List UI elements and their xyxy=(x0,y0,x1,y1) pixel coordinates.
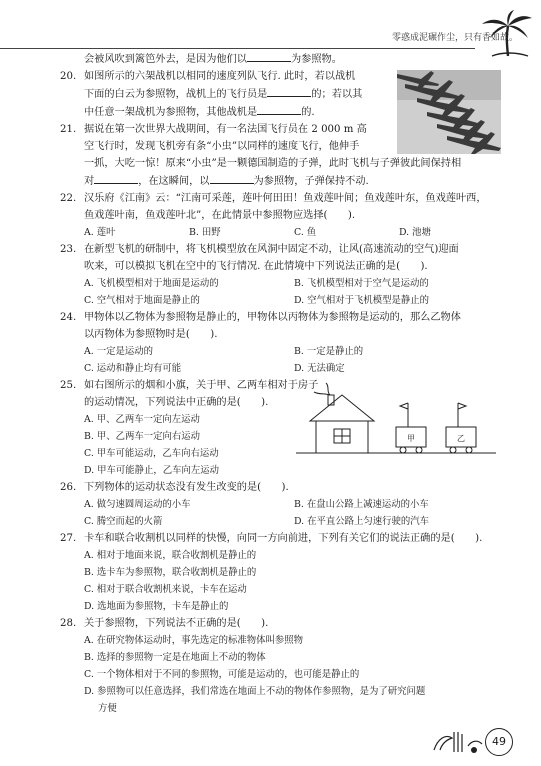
question-number: 28. xyxy=(60,618,77,629)
option-a[interactable]: A. 做匀速圆周运动的小车 xyxy=(84,499,191,510)
option-d[interactable]: D. 在平直公路上匀速行驶的汽车 xyxy=(294,516,430,527)
option-d-continuation: 方便 xyxy=(98,703,117,714)
q23-line2: 吹来，可以模拟飞机在空中的飞行情况. 在此情境中下列说法正确的是( ). xyxy=(84,261,428,272)
option-c[interactable]: C. 运动和静止均有可能 xyxy=(84,363,182,374)
question-21 xyxy=(60,121,500,190)
question-number: 26. xyxy=(60,482,77,493)
q20-line1: 如图所示的六架战机以相同的速度列队飞行. 此时，若以战机 xyxy=(84,71,356,82)
cart-jia-flag xyxy=(400,403,408,409)
house-roof xyxy=(310,395,374,421)
q22-line2: 鱼戏莲叶南，鱼戏莲叶北”，在此情景中参照物应选择( ). xyxy=(84,210,356,221)
option-d[interactable]: D. 选地面为参照物，卡车是静止的 xyxy=(84,601,229,612)
q24-line1: 甲物体以乙物体为参照物是静止的，甲物体以丙物体为参照物是运动的，那么乙物体 xyxy=(84,312,461,323)
cart-yi-flag xyxy=(458,403,466,409)
option-c[interactable]: C. 一个物体相对于不同的参照物，可能是运动的，也可能是静止的 xyxy=(84,669,360,680)
q20-line2b: 的；若以其 xyxy=(311,89,363,100)
option-a[interactable]: A. 飞机模型相对于地面是运动的 xyxy=(84,278,219,289)
question-number: 27. xyxy=(60,533,77,544)
q19-text-b: 为参照物。 xyxy=(291,54,342,65)
question-22 xyxy=(60,190,500,241)
question-28 xyxy=(60,615,500,717)
q20-line2a: 下面的白云为参照物，战机上的飞行员是 xyxy=(84,89,268,100)
page-header xyxy=(0,10,541,50)
question-number: 22. xyxy=(60,193,77,204)
option-c[interactable]: C. 相对于联合收割机来说，卡车在运动 xyxy=(84,584,247,595)
question-number: 20. xyxy=(60,71,77,82)
q22-line1: 汉乐府《江南》云：“江南可采莲，莲叶何田田！鱼戏莲叶间；鱼戏莲叶东，鱼戏莲叶西， xyxy=(84,193,487,204)
option-b[interactable]: B. 田野 xyxy=(189,227,221,238)
house-and-carts-figure xyxy=(296,381,496,461)
option-d[interactable]: D. 参照物可以任意选择，我们常选在地面上不动的物体作参照物，是为了研究问题 xyxy=(84,686,426,697)
q20-blank-2[interactable] xyxy=(257,103,301,115)
question-25 xyxy=(60,377,500,479)
q22-options xyxy=(84,224,500,241)
option-a[interactable]: A. 甲、乙两车一定向左运动 xyxy=(84,414,200,425)
decorative-ornament-icon xyxy=(432,728,484,756)
cart-yi-label: 乙 xyxy=(457,434,465,443)
question-number: 21. xyxy=(60,124,77,135)
option-c[interactable]: C. 空气相对于地面是静止的 xyxy=(84,295,200,306)
q21-line4c: 为参照物，子弹保持不动. xyxy=(253,176,369,187)
q21-line4b: ，在这瞬间，以 xyxy=(138,176,210,187)
option-c[interactable]: C. 鱼 xyxy=(294,227,317,238)
q20-line3a: 中任意一架战机为参照物，其他战机是 xyxy=(84,107,258,118)
option-d[interactable]: D. 无法确定 xyxy=(294,363,345,374)
q21-line2: 空飞行时，发现飞机旁有条“小虫”以同样的速度飞行，他伸手 xyxy=(84,141,360,152)
option-d[interactable]: D. 空气相对于飞机模型是静止的 xyxy=(294,295,430,306)
option-b[interactable]: B. 在盘山公路上减速运动的小车 xyxy=(294,499,429,510)
content xyxy=(60,50,500,717)
q23-line1: 在新型飞机的研制中，将飞机模型放在风洞中固定不动，让风(高速流动的空气)迎面 xyxy=(84,244,459,255)
q19-answer-blank[interactable] xyxy=(247,50,291,62)
option-a[interactable]: A. 莲叶 xyxy=(84,227,116,238)
q21-blank-2[interactable] xyxy=(210,172,254,184)
option-c[interactable]: C. 甲车可能运动，乙车向右运动 xyxy=(84,448,219,459)
q23-options xyxy=(84,275,500,309)
question-26 xyxy=(60,479,500,530)
question-27 xyxy=(60,530,500,615)
question-24 xyxy=(60,309,500,377)
question-20 xyxy=(60,68,500,121)
page-number: 49 xyxy=(485,728,513,756)
question-23 xyxy=(60,241,500,309)
q19-text-a: 会被风吹到篱笆外去，是因为他们以 xyxy=(84,54,247,65)
q28-line1: 关于参照物，下列说法不正确的是( ). xyxy=(84,618,269,629)
option-b[interactable]: B. 甲、乙两车一定向右运动 xyxy=(84,431,200,442)
q21-blank-1[interactable] xyxy=(94,172,138,184)
header-slogan: 零惑成泥碾作尘，只有香如故。 xyxy=(392,33,519,43)
option-a[interactable]: A. 相对于地面来说，联合收割机是静止的 xyxy=(84,550,257,561)
option-a[interactable]: A. 在研究物体运动时，事先选定的标准物体叫参照物 xyxy=(84,635,303,646)
question-number: 23. xyxy=(60,244,77,255)
chimney-smoke xyxy=(314,383,330,395)
q26-options xyxy=(84,496,500,530)
option-a[interactable]: A. 一定是运动的 xyxy=(84,346,153,357)
option-d[interactable]: D. 池塘 xyxy=(399,227,431,238)
q21-line3: 一抓，大吃一惊！原来“小虫”是一颗德国制造的子弹，此时飞机与子弹彼此间保持相 xyxy=(84,158,462,169)
q25-line2: 的运动情况，下列说法中正确的是( ). xyxy=(84,397,269,408)
option-d[interactable]: D. 甲车可能静止，乙车向左运动 xyxy=(84,465,220,476)
q21-line1: 据说在第一次世界大战期间，有一名法国飞行员在 2 000 m 高 xyxy=(84,124,367,135)
q20-line3b: 的. xyxy=(301,107,315,118)
q24-options xyxy=(84,343,500,377)
q27-line1: 卡车和联合收割机以同样的快慢，向同一方向前进，下列有关它们的说法正确的是( ). xyxy=(84,533,483,544)
question-number: 24. xyxy=(60,312,77,323)
q26-line1: 下列物体的运动状态没有发生改变的是( ). xyxy=(84,482,289,493)
header-rule xyxy=(0,48,475,49)
option-b[interactable]: B. 选卡车为参照物，联合收割机是静止的 xyxy=(84,567,257,578)
option-c[interactable]: C. 腾空而起的火箭 xyxy=(84,516,163,527)
option-b[interactable]: B. 一定是静止的 xyxy=(294,346,364,357)
q20-blank-1[interactable] xyxy=(267,85,311,97)
question-19-tail xyxy=(60,50,500,68)
q24-line2: 以丙物体为参照物时是( ). xyxy=(84,329,218,340)
question-number: 25. xyxy=(60,380,77,391)
option-b[interactable]: B. 选择的参照物一定是在地面上不动的物体 xyxy=(84,652,266,663)
q25-line1: 如右图所示的烟和小旗，关于甲、乙两车相对于房子 xyxy=(84,380,319,391)
q21-line4a: 对 xyxy=(84,176,95,187)
cart-jia-label: 甲 xyxy=(407,434,415,443)
option-b[interactable]: B. 飞机模型相对于空气是运动的 xyxy=(294,278,429,289)
